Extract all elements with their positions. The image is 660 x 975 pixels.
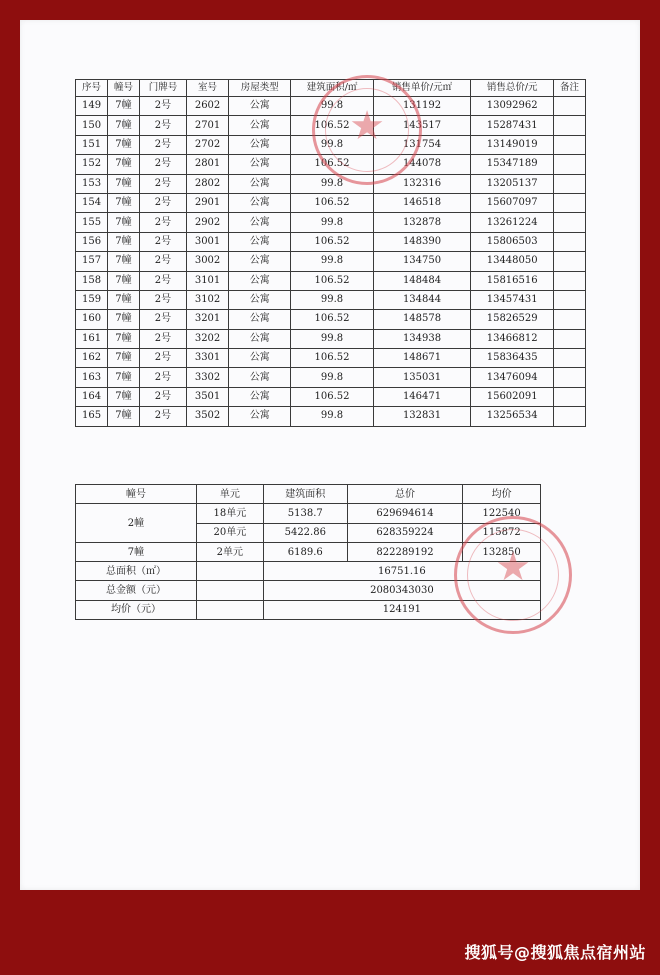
area-cell: 106.52 bbox=[291, 193, 373, 212]
total-price-cell: 13205137 bbox=[471, 174, 554, 193]
area-cell: 99.8 bbox=[291, 174, 373, 193]
type-cell: 公寓 bbox=[229, 213, 291, 232]
building-cell: 7幢 bbox=[108, 271, 140, 290]
serial-cell: 163 bbox=[76, 368, 108, 387]
type-cell: 公寓 bbox=[229, 193, 291, 212]
summary-header-total: 总价 bbox=[347, 485, 463, 504]
remark-cell bbox=[554, 407, 586, 426]
summary-building-7: 7幢 bbox=[76, 542, 197, 561]
remark-cell bbox=[554, 174, 586, 193]
building-cell: 7幢 bbox=[108, 290, 140, 309]
building-cell: 7幢 bbox=[108, 252, 140, 271]
table-row bbox=[76, 252, 586, 271]
serial-cell: 151 bbox=[76, 135, 108, 154]
serial-cell: 152 bbox=[76, 155, 108, 174]
type-cell: 公寓 bbox=[229, 387, 291, 406]
empty-cell bbox=[196, 562, 263, 581]
total-price-cell: 13256534 bbox=[471, 407, 554, 426]
remark-cell bbox=[554, 135, 586, 154]
type-cell: 公寓 bbox=[229, 116, 291, 135]
room-cell: 3101 bbox=[186, 271, 228, 290]
door-no-cell: 2号 bbox=[139, 232, 186, 251]
area-cell: 99.8 bbox=[291, 97, 373, 116]
table-row bbox=[76, 329, 586, 348]
remark-cell bbox=[554, 271, 586, 290]
table-row bbox=[76, 213, 586, 232]
building-cell: 7幢 bbox=[108, 155, 140, 174]
room-cell: 3502 bbox=[186, 407, 228, 426]
empty-cell bbox=[196, 600, 263, 619]
column-header: 幢号 bbox=[108, 80, 140, 97]
area-cell: 99.8 bbox=[291, 213, 373, 232]
unit-price-cell: 148671 bbox=[373, 349, 471, 368]
unit-price-cell: 134938 bbox=[373, 329, 471, 348]
unit-price-cell: 146471 bbox=[373, 387, 471, 406]
total-price-cell: 15826529 bbox=[471, 310, 554, 329]
room-cell: 2802 bbox=[186, 174, 228, 193]
remark-cell bbox=[554, 213, 586, 232]
total-price-cell: 13092962 bbox=[471, 97, 554, 116]
room-cell: 3102 bbox=[186, 290, 228, 309]
unit-price-cell: 134844 bbox=[373, 290, 471, 309]
room-cell: 3202 bbox=[186, 329, 228, 348]
room-cell: 2902 bbox=[186, 213, 228, 232]
column-header: 备注 bbox=[554, 80, 586, 97]
summary-header-building: 幢号 bbox=[76, 485, 197, 504]
serial-cell: 164 bbox=[76, 387, 108, 406]
total-price-cell: 15602091 bbox=[471, 387, 554, 406]
serial-cell: 156 bbox=[76, 232, 108, 251]
unit-price-cell: 143517 bbox=[373, 116, 471, 135]
serial-cell: 153 bbox=[76, 174, 108, 193]
area-cell: 106.52 bbox=[291, 271, 373, 290]
total-price-cell: 13457431 bbox=[471, 290, 554, 309]
door-no-cell: 2号 bbox=[139, 174, 186, 193]
remark-cell bbox=[554, 329, 586, 348]
type-cell: 公寓 bbox=[229, 407, 291, 426]
document-page bbox=[20, 20, 640, 890]
door-no-cell: 2号 bbox=[139, 97, 186, 116]
type-cell: 公寓 bbox=[229, 252, 291, 271]
door-no-cell: 2号 bbox=[139, 310, 186, 329]
table-row bbox=[76, 174, 586, 193]
remark-cell bbox=[554, 155, 586, 174]
table-row bbox=[76, 290, 586, 309]
total-price-cell: 15287431 bbox=[471, 116, 554, 135]
remark-cell bbox=[554, 368, 586, 387]
total-price-cell: 13476094 bbox=[471, 368, 554, 387]
building-cell: 7幢 bbox=[108, 407, 140, 426]
table-row bbox=[76, 368, 586, 387]
remark-cell bbox=[554, 349, 586, 368]
type-cell: 公寓 bbox=[229, 232, 291, 251]
avg-price-value: 124191 bbox=[263, 600, 540, 619]
table-row bbox=[76, 349, 586, 368]
remark-cell bbox=[554, 310, 586, 329]
door-no-cell: 2号 bbox=[139, 116, 186, 135]
area-cell: 106.52 bbox=[291, 387, 373, 406]
area-cell: 106.52 bbox=[291, 349, 373, 368]
building-cell: 7幢 bbox=[108, 193, 140, 212]
room-cell: 3501 bbox=[186, 387, 228, 406]
remark-cell bbox=[554, 387, 586, 406]
official-seal-stamp bbox=[454, 516, 572, 634]
serial-cell: 157 bbox=[76, 252, 108, 271]
remark-cell bbox=[554, 116, 586, 135]
summary-avg: 115872 bbox=[463, 523, 541, 542]
door-no-cell: 2号 bbox=[139, 349, 186, 368]
building-cell: 7幢 bbox=[108, 232, 140, 251]
door-no-cell: 2号 bbox=[139, 155, 186, 174]
total-price-cell: 15607097 bbox=[471, 193, 554, 212]
serial-cell: 154 bbox=[76, 193, 108, 212]
type-cell: 公寓 bbox=[229, 368, 291, 387]
remark-cell bbox=[554, 290, 586, 309]
total-price-cell: 13466812 bbox=[471, 329, 554, 348]
unit-price-cell: 148578 bbox=[373, 310, 471, 329]
serial-cell: 162 bbox=[76, 349, 108, 368]
area-cell: 99.8 bbox=[291, 368, 373, 387]
door-no-cell: 2号 bbox=[139, 193, 186, 212]
summary-header-unit: 单元 bbox=[196, 485, 263, 504]
column-header: 销售单价/元㎡ bbox=[373, 80, 471, 97]
door-no-cell: 2号 bbox=[139, 407, 186, 426]
remark-cell bbox=[554, 252, 586, 271]
area-cell: 106.52 bbox=[291, 116, 373, 135]
column-header: 门牌号 bbox=[139, 80, 186, 97]
door-no-cell: 2号 bbox=[139, 135, 186, 154]
avg-price-label: 均价（元） bbox=[76, 600, 197, 619]
building-cell: 7幢 bbox=[108, 213, 140, 232]
column-header: 建筑面积/㎡ bbox=[291, 80, 373, 97]
summary-unit: 2单元 bbox=[196, 542, 263, 561]
building-cell: 7幢 bbox=[108, 174, 140, 193]
room-cell: 3002 bbox=[186, 252, 228, 271]
area-cell: 99.8 bbox=[291, 290, 373, 309]
watermark-text: 搜狐号@搜狐焦点宿州站 bbox=[464, 943, 646, 962]
total-price-cell: 13448050 bbox=[471, 252, 554, 271]
summary-unit: 20单元 bbox=[196, 523, 263, 542]
unit-price-cell: 131192 bbox=[373, 97, 471, 116]
area-cell: 106.52 bbox=[291, 232, 373, 251]
room-cell: 2701 bbox=[186, 116, 228, 135]
area-cell: 99.8 bbox=[291, 135, 373, 154]
total-price-cell: 15806503 bbox=[471, 232, 554, 251]
remark-cell bbox=[554, 97, 586, 116]
room-cell: 2602 bbox=[186, 97, 228, 116]
total-area-label: 总面积（㎡） bbox=[76, 562, 197, 581]
door-no-cell: 2号 bbox=[139, 387, 186, 406]
building-cell: 7幢 bbox=[108, 387, 140, 406]
summary-total: 628359224 bbox=[347, 523, 463, 542]
remark-cell bbox=[554, 193, 586, 212]
type-cell: 公寓 bbox=[229, 349, 291, 368]
serial-cell: 155 bbox=[76, 213, 108, 232]
type-cell: 公寓 bbox=[229, 290, 291, 309]
total-amount-value: 2080343030 bbox=[263, 581, 540, 600]
column-header: 销售总价/元 bbox=[471, 80, 554, 97]
room-cell: 2702 bbox=[186, 135, 228, 154]
summary-building-2: 2幢 bbox=[76, 504, 197, 543]
serial-cell: 159 bbox=[76, 290, 108, 309]
unit-price-cell: 132878 bbox=[373, 213, 471, 232]
building-cell: 7幢 bbox=[108, 97, 140, 116]
table-row bbox=[76, 193, 586, 212]
unit-price-cell: 132316 bbox=[373, 174, 471, 193]
serial-cell: 165 bbox=[76, 407, 108, 426]
summary-unit: 18单元 bbox=[196, 504, 263, 523]
unit-price-cell: 132831 bbox=[373, 407, 471, 426]
summary-area: 5138.7 bbox=[263, 504, 347, 523]
total-price-cell: 15816516 bbox=[471, 271, 554, 290]
unit-price-cell: 146518 bbox=[373, 193, 471, 212]
table-row bbox=[76, 387, 586, 406]
empty-cell bbox=[196, 581, 263, 600]
room-cell: 3201 bbox=[186, 310, 228, 329]
total-area-value: 16751.16 bbox=[263, 562, 540, 581]
total-price-cell: 13149019 bbox=[471, 135, 554, 154]
type-cell: 公寓 bbox=[229, 310, 291, 329]
total-price-cell: 13261224 bbox=[471, 213, 554, 232]
unit-price-cell: 148484 bbox=[373, 271, 471, 290]
summary-header-row bbox=[76, 485, 541, 504]
total-price-cell: 15347189 bbox=[471, 155, 554, 174]
building-cell: 7幢 bbox=[108, 349, 140, 368]
type-cell: 公寓 bbox=[229, 271, 291, 290]
room-cell: 2901 bbox=[186, 193, 228, 212]
total-price-cell: 15836435 bbox=[471, 349, 554, 368]
door-no-cell: 2号 bbox=[139, 329, 186, 348]
unit-price-cell: 135031 bbox=[373, 368, 471, 387]
table-row bbox=[76, 407, 586, 426]
door-no-cell: 2号 bbox=[139, 368, 186, 387]
serial-cell: 158 bbox=[76, 271, 108, 290]
room-cell: 2801 bbox=[186, 155, 228, 174]
type-cell: 公寓 bbox=[229, 174, 291, 193]
door-no-cell: 2号 bbox=[139, 271, 186, 290]
summary-row bbox=[76, 504, 541, 523]
table-row bbox=[76, 232, 586, 251]
door-no-cell: 2号 bbox=[139, 213, 186, 232]
room-cell: 3301 bbox=[186, 349, 228, 368]
summary-total: 822289192 bbox=[347, 542, 463, 561]
summary-area: 6189.6 bbox=[263, 542, 347, 561]
room-cell: 3001 bbox=[186, 232, 228, 251]
table-row bbox=[76, 310, 586, 329]
building-cell: 7幢 bbox=[108, 135, 140, 154]
official-seal-stamp bbox=[312, 75, 422, 185]
serial-cell: 149 bbox=[76, 97, 108, 116]
unit-price-cell: 131754 bbox=[373, 135, 471, 154]
building-cell: 7幢 bbox=[108, 116, 140, 135]
unit-price-cell: 148390 bbox=[373, 232, 471, 251]
summary-area: 5422.86 bbox=[263, 523, 347, 542]
area-cell: 106.52 bbox=[291, 310, 373, 329]
serial-cell: 160 bbox=[76, 310, 108, 329]
type-cell: 公寓 bbox=[229, 135, 291, 154]
column-header: 室号 bbox=[186, 80, 228, 97]
type-cell: 公寓 bbox=[229, 155, 291, 174]
serial-cell: 150 bbox=[76, 116, 108, 135]
summary-total: 629694614 bbox=[347, 504, 463, 523]
building-cell: 7幢 bbox=[108, 310, 140, 329]
area-cell: 99.8 bbox=[291, 252, 373, 271]
unit-price-cell: 144078 bbox=[373, 155, 471, 174]
building-cell: 7幢 bbox=[108, 368, 140, 387]
unit-price-cell: 134750 bbox=[373, 252, 471, 271]
door-no-cell: 2号 bbox=[139, 252, 186, 271]
area-cell: 106.52 bbox=[291, 155, 373, 174]
room-cell: 3302 bbox=[186, 368, 228, 387]
summary-header-area: 建筑面积 bbox=[263, 485, 347, 504]
type-cell: 公寓 bbox=[229, 329, 291, 348]
summary-avg: 132850 bbox=[463, 542, 541, 561]
building-cell: 7幢 bbox=[108, 329, 140, 348]
summary-avg: 122540 bbox=[463, 504, 541, 523]
total-amount-label: 总金额（元） bbox=[76, 581, 197, 600]
serial-cell: 161 bbox=[76, 329, 108, 348]
table-row bbox=[76, 271, 586, 290]
summary-header-avg: 均价 bbox=[463, 485, 541, 504]
remark-cell bbox=[554, 232, 586, 251]
area-cell: 99.8 bbox=[291, 407, 373, 426]
area-cell: 99.8 bbox=[291, 329, 373, 348]
column-header: 房屋类型 bbox=[229, 80, 291, 97]
door-no-cell: 2号 bbox=[139, 290, 186, 309]
column-header: 序号 bbox=[76, 80, 108, 97]
type-cell: 公寓 bbox=[229, 97, 291, 116]
